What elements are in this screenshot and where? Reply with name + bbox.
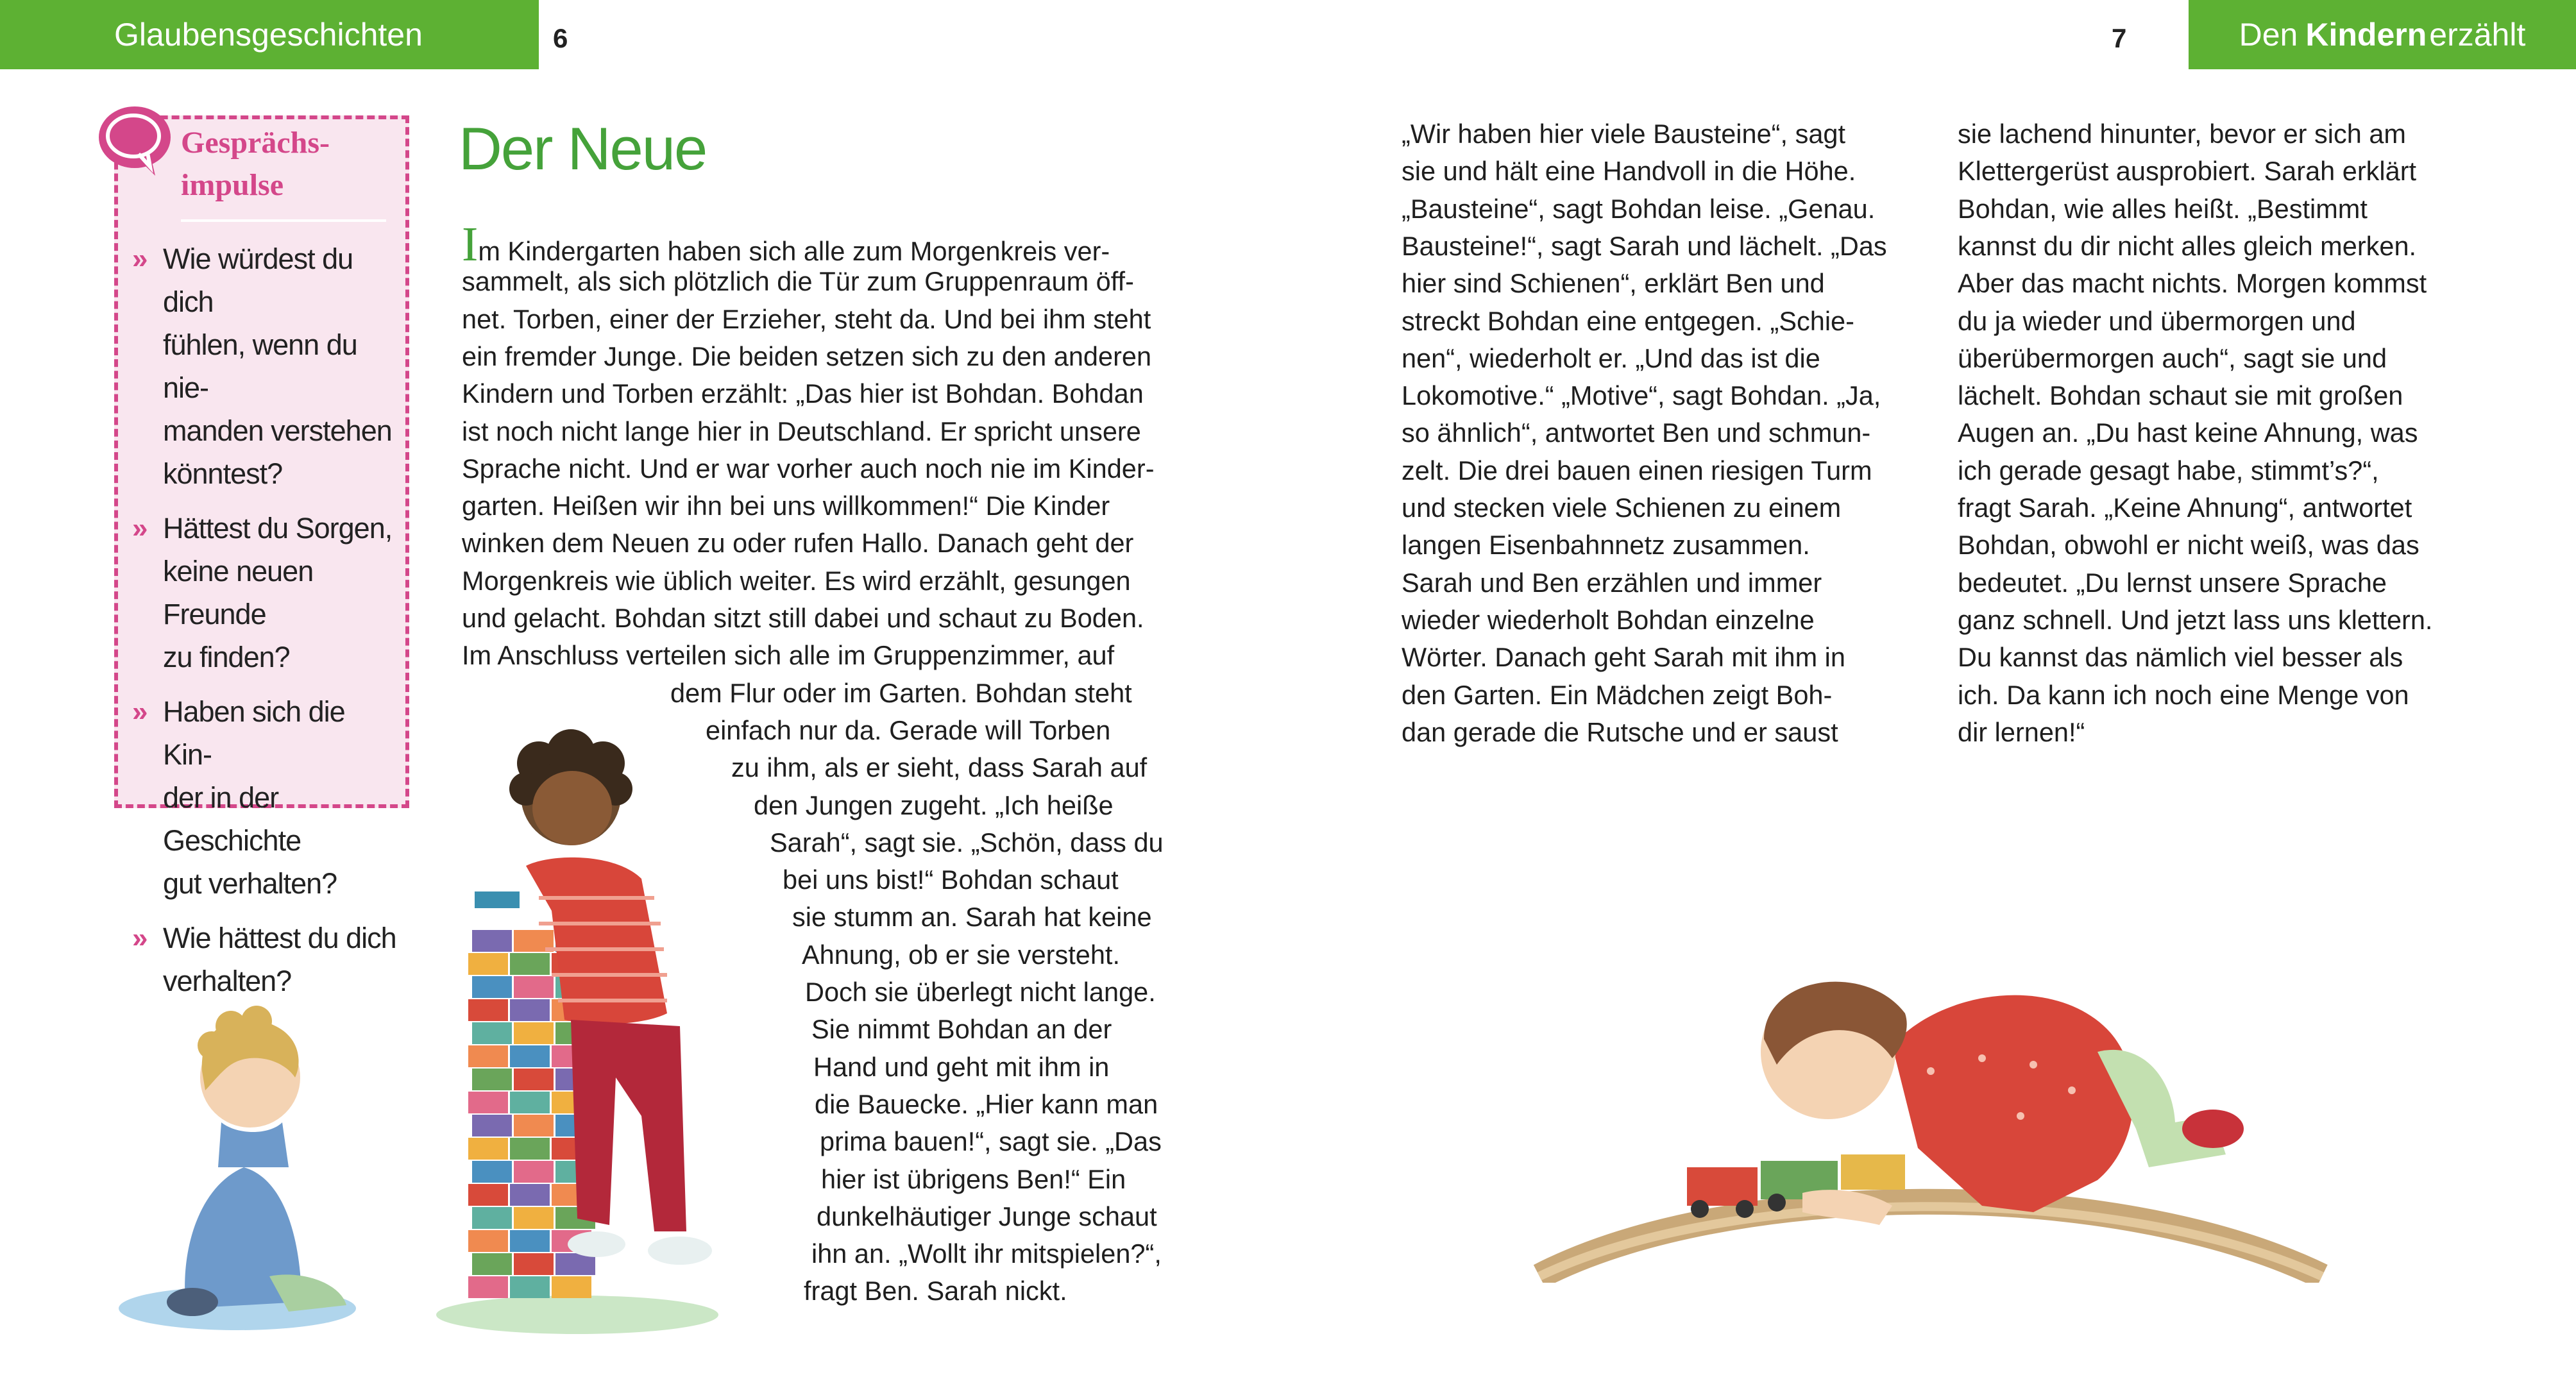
text-line: ist noch nicht lange hier in Deutschland. Er spricht unsere [462,416,1141,446]
question-line: Hättest du Sorgen, [163,512,393,545]
talk-title-line2: impulse [181,168,284,202]
text-line: sie lachend hinunter, bevor er sich am [1958,119,2406,149]
text-line: net. Torben, einer der Erzieher, steht da. Und bei ihm steht [462,303,1151,334]
tower-block [514,1115,554,1136]
tower-block [514,976,554,998]
header-right-post: erzählt [2429,17,2526,53]
tower-block [472,1161,512,1183]
question-line: Wie hättest du dich [163,922,396,954]
tower-block [510,1276,550,1298]
bullet-marker: » [132,512,148,544]
tower-block [472,1069,512,1090]
tower-block [468,999,508,1021]
text-line: ganz schnell. Und jetzt lass uns klettern. [1958,604,2433,635]
boy-building-tower-illustration [423,718,757,1347]
text-line: bedeutet. „Du lernst unsere Sprache [1958,567,2387,598]
divider [181,219,386,222]
child-playing-train-illustration [1533,936,2328,1283]
text-line: fragt Ben. Sarah nickt. [804,1276,1067,1306]
tower-block [468,1230,508,1252]
speech-bubble-icon [96,103,173,180]
text-line: Du kannst das nämlich viel besser als [1958,642,2403,673]
text-line: Bohdan, wie alles heißt. „Bestimmt [1958,193,2368,224]
tower-block [514,1207,554,1229]
header-right-pre: Den [2239,17,2298,53]
text-line: Sprache nicht. Und er war vorher auch noch nie im Kinder- [462,453,1155,484]
tower-block [468,1045,508,1067]
text-line: Kindern und Torben erzählt: „Das hier ist Bohdan. Bohdan [462,378,1144,409]
text-line: hier sind Schienen“, erklärt Ben und [1402,268,1825,299]
bullet-marker: » [132,696,148,727]
page-number-right: 7 [2112,23,2127,53]
text-line: Im Anschluss verteilen sich alle im Gruppenzimmer, auf [462,640,1115,671]
question-line: der in der Geschichte [163,781,301,857]
tower-block [514,1161,554,1183]
text-line: so ähnlich“, antwortet Ben und schmun- [1402,418,1871,448]
tower-block [472,1022,512,1044]
text-line: zelt. Die drei bauen einen riesigen Turm [1402,455,1872,486]
text-line: Wörter. Danach geht Sarah mit ihm in [1402,642,1845,673]
header-bar-left [0,0,539,69]
text-line: langen Eisenbahnnetz zusammen. [1402,530,1810,561]
question-list [128,237,398,1014]
text-line: überübermorgen auch“, sagt sie und [1958,342,2387,373]
tower-block [510,1184,550,1206]
tower-block [468,1276,508,1298]
text-line: den Garten. Ein Mädchen zeigt Boh- [1402,679,1833,710]
bullet-marker: » [132,922,148,954]
text-line: dunkelhäutiger Junge schaut [817,1201,1157,1231]
text-line: „Bausteine“, sagt Bohdan leise. „Genau. [1402,193,1876,224]
text-line: Aber das macht nichts. Morgen kommst [1958,268,2427,299]
header-bar-right [2189,0,2576,69]
text-line: garten. Heißen wir ihn bei uns willkommen!“ Die Kinder [462,491,1110,521]
question-line: gut verhalten? [163,867,337,900]
text-line-rest: m Kindergarten haben sich alle zum Morgenkreis ver- [478,236,1110,266]
text-line: sie und hält eine Handvoll in die Höhe. [1402,156,1856,187]
text-line: Sie nimmt Bohdan an der [811,1014,1112,1045]
text-line: sammelt, als sich plötzlich die Tür zum Gruppenraum öff- [462,266,1134,297]
text-line: ich. Da kann ich noch eine Menge von [1958,679,2409,710]
tower-block [510,1138,550,1160]
header-right-bold: Kindern [2305,17,2427,53]
text-line: kannst du dir nicht alles gleich merken. [1958,230,2417,261]
question-line: zu finden? [163,641,290,673]
tower-block [514,1022,554,1044]
text-line: prima bauen!“, sagt sie. „Das [820,1126,1162,1157]
text-line: Sarah“, sagt sie. „Schön, dass du [770,827,1164,857]
text-line: die Bauecke. „Hier kann man [815,1088,1158,1119]
text-line: Bohdan, obwohl er nicht weiß, was das [1958,530,2419,561]
question-line: Wie würdest du dich [163,242,353,318]
page-number-left: 6 [553,23,568,53]
text-line: und stecken viele Schienen zu einem [1402,493,1842,523]
text-line: nen“, wiederholt er. „Und das ist die [1402,342,1820,373]
tower-block [510,1230,550,1252]
drop-cap: I [462,217,479,271]
text-line: Bausteine!“, sagt Sarah und lächelt. „Das [1402,230,1887,261]
text-line: zu ihm, als er sieht, dass Sarah auf [731,752,1148,783]
tower-block [472,1253,512,1275]
tower-block [472,1207,512,1229]
text-line: Hand und geht mit ihm in [813,1051,1110,1082]
tower-block [510,953,550,975]
question-line: verhalten? [163,965,292,997]
tower-block [514,1069,554,1090]
question-line: manden verstehen [163,414,392,447]
text-line: bei uns bist!“ Bohdan schaut [783,865,1119,895]
child-sitting-illustration [109,975,366,1334]
text-line: wieder wiederholt Bohdan einzelne [1402,604,1815,635]
question-line: Haben sich die Kin- [163,695,345,771]
tower-block [468,953,508,975]
conversation-prompts-title [181,122,386,207]
text-line: Augen an. „Du hast keine Ahnung, was [1958,418,2418,448]
text-line: lächelt. Bohdan schaut sie mit großen [1958,380,2403,411]
text-line: ein fremder Junge. Die beiden setzen sich zu den anderen [462,341,1152,371]
text-line: „Wir haben hier viele Bausteine“, sagt [1402,119,1846,149]
tower-block [514,1253,554,1275]
tower-block [472,1115,512,1136]
text-line: Sarah und Ben erzählen und immer [1402,567,1822,598]
tower-block [468,1138,508,1160]
tower-block [472,976,512,998]
section-label: Glaubensgeschichten [114,17,423,53]
text-line: und gelacht. Bohdan sitzt still dabei und schaut zu Boden. [462,603,1144,633]
story-title: Der Neue [459,115,707,182]
bullet-marker: » [132,243,148,275]
text-line: den Jungen zugeht. „Ich heiße [754,790,1114,820]
text-line: hier ist übrigens Ben!“ Ein [821,1163,1126,1194]
text-line: ihn an. „Wollt ihr mitspielen?“, [811,1238,1162,1269]
question-line: fühlen, wenn du nie- [163,328,357,404]
talk-title-line1: Gesprächs- [181,126,330,160]
text-line: Lokomotive.“ „Motive“, sagt Bohdan. „Ja, [1402,380,1881,411]
list-item [128,690,398,905]
text-line: ich gerade gesagt habe, stimmt’s?“, [1958,455,2379,486]
tower-block [510,1092,550,1113]
text-line: streckt Bohdan eine entgegen. „Schie- [1402,305,1854,336]
text-line: einfach nur da. Gerade will Torben [706,714,1111,745]
text-line: Klettergerüst ausprobiert. Sarah erklärt [1958,156,2417,187]
tower-block [510,1045,550,1067]
question-line: keine neuen Freunde [163,555,314,630]
list-item [128,507,398,679]
text-line: sie stumm an. Sarah hat keine [792,902,1152,933]
tower-block [552,1276,591,1298]
tower-block [510,999,550,1021]
tower-block [468,1092,508,1113]
text-line: Ahnung, ob er sie versteht. [802,939,1120,970]
text-line: Morgenkreis wie üblich weiter. Es wird erzählt, gesungen [462,565,1131,596]
text-line: Doch sie überlegt nicht lange. [805,977,1156,1007]
tower-block [468,1184,508,1206]
text-line: dan gerade die Rutsche und er saust [1402,716,1838,747]
text-line: winken dem Neuen zu oder rufen Hallo. Danach geht der [462,528,1134,559]
text-line: fragt Sarah. „Keine Ahnung“, antwortet [1958,493,2412,523]
list-item [128,237,398,495]
question-line: könntest? [163,457,283,490]
tower-block [472,930,512,952]
text-line: dem Flur oder im Garten. Bohdan steht [670,677,1132,708]
text-line: du ja wieder und übermorgen und [1958,305,2356,336]
text-line: dir lernen!“ [1958,716,2085,747]
